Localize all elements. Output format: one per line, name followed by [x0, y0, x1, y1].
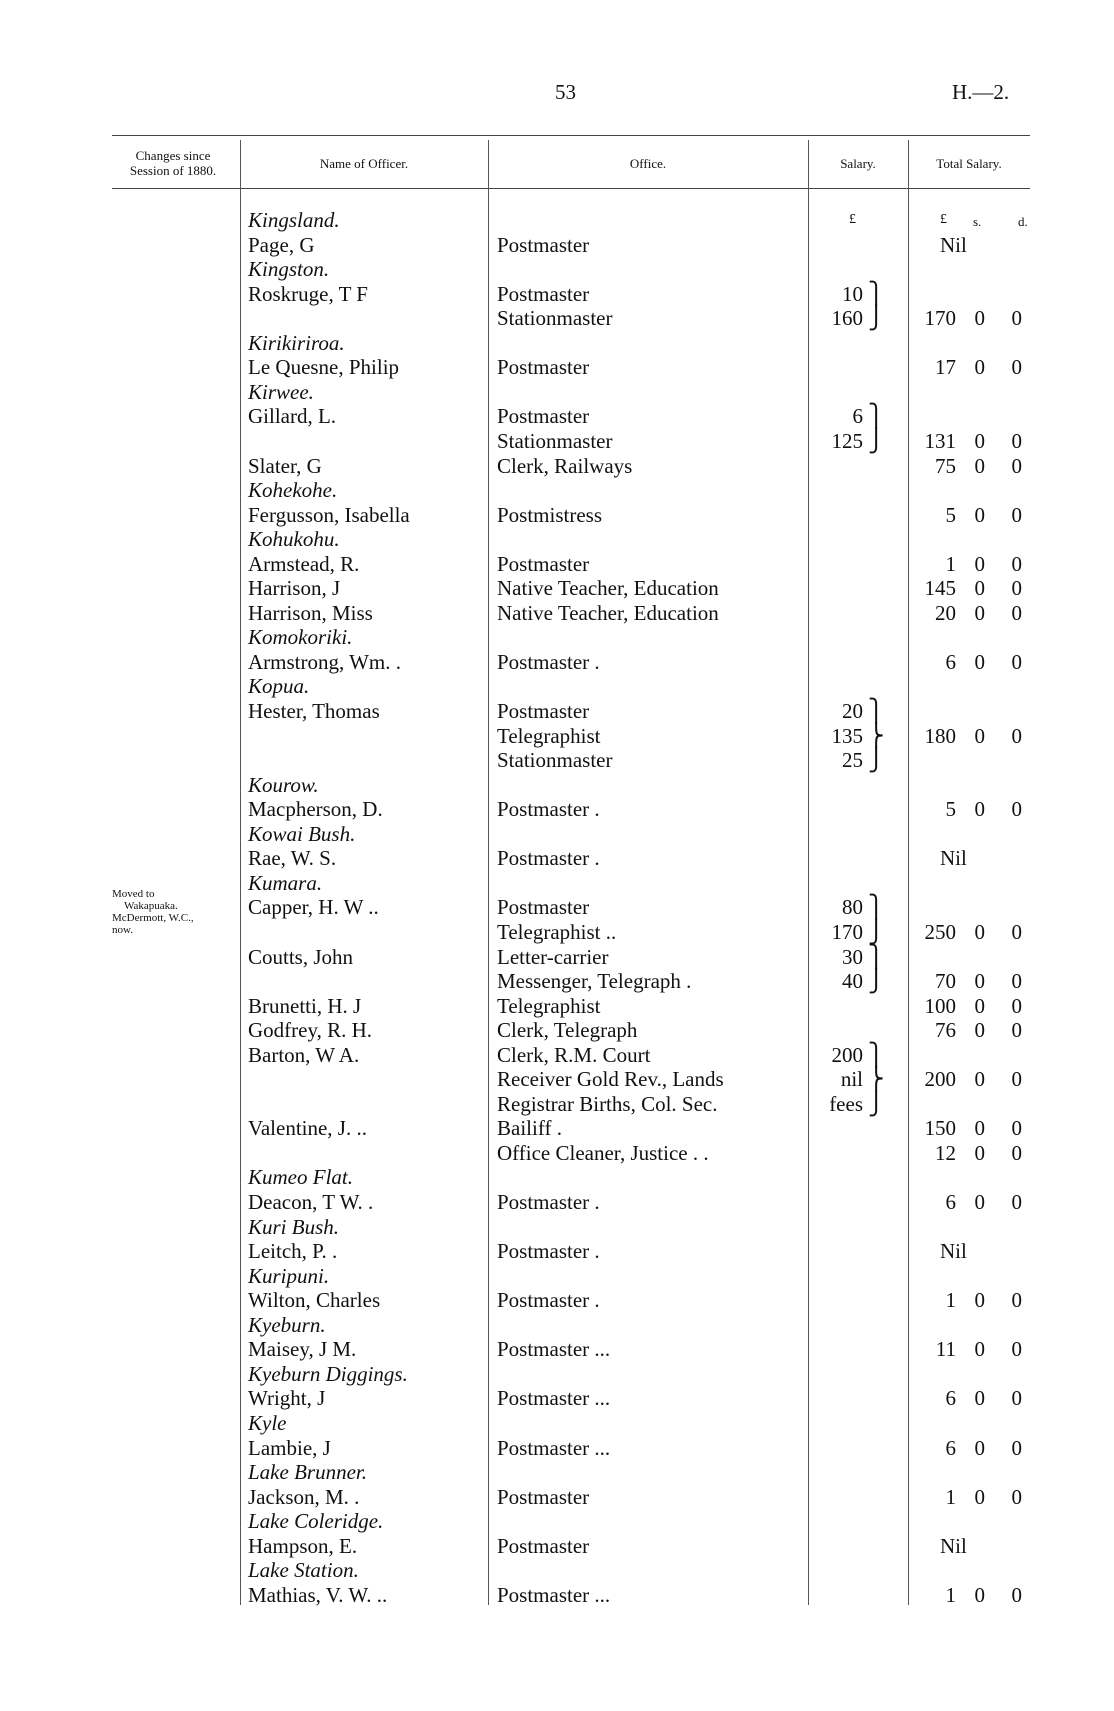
officer-row [0, 429, 1114, 453]
officer-name: Deacon, T W. . [248, 1190, 374, 1214]
place-name: Kopua. [248, 674, 310, 699]
office-title: Postmistress [497, 502, 603, 527]
total-nil: Nil [940, 846, 967, 871]
total-pounds: 76 [935, 1018, 956, 1043]
salary-amount: 10 [842, 281, 863, 306]
place-row [0, 1362, 1114, 1386]
place-row [0, 625, 1114, 649]
place-row [0, 208, 1114, 232]
office-title: Receiver Gold Rev., Lands [497, 1067, 724, 1092]
place-row [0, 674, 1114, 698]
total-nil: Nil [940, 1239, 967, 1264]
total-pounds: 131 [924, 428, 956, 453]
office-title: Postmaster . [497, 846, 600, 871]
officer-row [0, 404, 1114, 428]
officer-name: Brunetti, H. J [248, 993, 362, 1018]
place-row [0, 1264, 1114, 1288]
total-pounds: 200 [924, 1067, 956, 1092]
office-title: Postmaster . [497, 1288, 600, 1313]
place-name: Kyeburn Diggings. [248, 1361, 408, 1386]
brace-mark: ⎫ [868, 403, 885, 429]
place-row [0, 527, 1114, 551]
officer-row [0, 846, 1114, 870]
office-title: Postmaster . [497, 649, 600, 674]
total-pounds: 70 [935, 969, 956, 994]
officer-row [0, 1116, 1114, 1140]
office-title: Telegraphist [497, 993, 601, 1018]
place-row [0, 822, 1114, 846]
place-name: Kuri Bush. [248, 1214, 340, 1239]
officer-name: Barton, W A. [248, 1042, 360, 1067]
officer-row [0, 1092, 1114, 1116]
officer-row [0, 1288, 1114, 1312]
total-pounds: 5 [945, 797, 956, 822]
total-pence: 0 [1011, 1018, 1022, 1043]
officer-name: Jackson, M. . [248, 1484, 360, 1509]
total-pence: 0 [1011, 1484, 1022, 1509]
total-shillings: 0 [974, 1386, 985, 1411]
total-pounds: 1 [945, 1288, 956, 1313]
office-title: Clerk, Telegraph [497, 1018, 638, 1043]
office-title: Postmaster [497, 1533, 590, 1558]
officer-row [0, 601, 1114, 625]
total-shillings: 0 [974, 502, 985, 527]
office-title: Postmaster [497, 551, 590, 576]
brace-mark: ⎭ [868, 427, 885, 453]
office-title: Native Teacher, Education [497, 576, 719, 601]
place-row [0, 1558, 1114, 1582]
office-title: Postmaster [497, 404, 590, 429]
total-pounds: 1 [945, 551, 956, 576]
total-shillings: 0 [974, 1582, 985, 1607]
unit-pence: d. [1018, 214, 1028, 229]
brace-mark: ⎭ [868, 747, 885, 773]
office-title: Letter-carrier [497, 944, 609, 969]
officer-row [0, 994, 1114, 1018]
office-title: Postmaster [497, 232, 590, 257]
office-title: Messenger, Telegraph . [497, 969, 692, 994]
salary-amount: 20 [842, 699, 863, 723]
total-pence: 0 [1011, 502, 1022, 527]
salary-amount: nil [840, 1067, 863, 1092]
officer-row [0, 1386, 1114, 1410]
place-row [0, 1460, 1114, 1484]
office-title: Postmaster . [497, 1190, 600, 1214]
office-title: Bailiff . [497, 1116, 562, 1141]
place-row [0, 1313, 1114, 1337]
officer-name: Hampson, E. [248, 1533, 358, 1558]
officer-row [0, 1141, 1114, 1165]
total-pence: 0 [1011, 723, 1022, 748]
officer-row [0, 650, 1114, 674]
officer-row [0, 233, 1114, 257]
total-nil: Nil [940, 1533, 967, 1558]
page-number: 53 [555, 80, 576, 104]
total-pounds: 1 [945, 1484, 956, 1509]
change-note-line4: now. [112, 924, 133, 936]
page-reference: H.—2. [952, 80, 1010, 104]
salary-amount: 6 [852, 404, 863, 429]
total-pence: 0 [1011, 649, 1022, 674]
office-title: Stationmaster [497, 306, 613, 331]
total-shillings: 0 [974, 1288, 985, 1313]
header-bottom-rule [112, 188, 1030, 189]
total-pounds: 180 [924, 723, 956, 748]
total-shillings: 0 [974, 1435, 985, 1460]
office-title: Clerk, R.M. Court [497, 1042, 651, 1067]
office-title: Native Teacher, Education [497, 600, 719, 625]
change-note-line2: Wakapuaka. [124, 900, 178, 912]
place-name: Kowai Bush. [248, 821, 356, 846]
office-title: Postmaster ... [497, 1386, 611, 1411]
office-title: Registrar Births, Col. Sec. [497, 1091, 718, 1116]
place-row [0, 331, 1114, 355]
office-title: Postmaster [497, 699, 590, 723]
brace-mark: ⎭ [868, 918, 885, 944]
salary-amount: 160 [831, 306, 863, 331]
total-pounds: 75 [935, 453, 956, 478]
officer-name: Macpherson, D. [248, 797, 383, 822]
place-name: Lake Coleridge. [248, 1509, 384, 1534]
total-pounds: 12 [935, 1140, 956, 1165]
place-name: Komokoriki. [248, 625, 353, 650]
officer-name: Le Quesne, Philip [248, 355, 400, 380]
office-title: Telegraphist [497, 723, 601, 748]
total-pence: 0 [1011, 355, 1022, 380]
total-pence: 0 [1011, 551, 1022, 576]
officer-row [0, 945, 1114, 969]
officer-name: Armstead, R. [248, 551, 360, 576]
place-name: Kourow. [248, 772, 319, 797]
officer-row [0, 1534, 1114, 1558]
total-shillings: 0 [974, 453, 985, 478]
officer-row [0, 1337, 1114, 1361]
total-shillings: 0 [974, 551, 985, 576]
header-changes-line1: Changes since [135, 148, 211, 163]
office-title: Postmaster [497, 355, 590, 380]
officer-name: Capper, H. W .. [248, 895, 379, 920]
total-pounds: 11 [935, 1337, 956, 1362]
office-title: Postmaster [497, 895, 590, 920]
officer-row [0, 797, 1114, 821]
total-nil: Nil [940, 232, 967, 257]
officer-row [0, 1190, 1114, 1214]
total-shillings: 0 [974, 1140, 985, 1165]
total-pence: 0 [1011, 993, 1022, 1018]
total-pounds: 20 [935, 600, 956, 625]
officer-name: Gillard, L. [248, 404, 337, 429]
total-pence: 0 [1011, 1067, 1022, 1092]
office-title: Postmaster ... [497, 1435, 611, 1460]
total-shillings: 0 [974, 649, 985, 674]
office-title: Postmaster . [497, 1239, 600, 1264]
total-pence: 0 [1011, 1435, 1022, 1460]
total-pounds: 6 [945, 1435, 956, 1460]
total-pence: 0 [1011, 428, 1022, 453]
officer-name: Roskruge, T F [248, 281, 368, 306]
officer-name: Slater, G [248, 453, 322, 478]
officer-name: Wright, J [248, 1386, 326, 1411]
place-name: Kyle [248, 1410, 287, 1435]
salary-amount: 40 [842, 969, 863, 994]
header-changes [112, 148, 234, 178]
change-note-line1: Moved to [112, 888, 155, 900]
total-pounds: 6 [945, 1190, 956, 1214]
total-shillings: 0 [974, 993, 985, 1018]
officer-name: Wilton, Charles [248, 1288, 381, 1313]
officer-name: Coutts, John [248, 944, 354, 969]
total-shillings: 0 [974, 600, 985, 625]
brace-mark: ⎫ [868, 894, 885, 920]
header-office: Office. [629, 156, 667, 171]
total-shillings: 0 [974, 576, 985, 601]
officer-row [0, 895, 1114, 919]
officer-row [0, 1485, 1114, 1509]
brace-mark: ⎫ [868, 1041, 885, 1067]
officer-row [0, 1043, 1114, 1067]
officer-row [0, 1018, 1114, 1042]
place-row [0, 1509, 1114, 1533]
place-name: Kingsland. [248, 208, 340, 232]
place-name: Kohekohe. [248, 478, 338, 503]
total-pence: 0 [1011, 1190, 1022, 1214]
officer-name: Maisey, J M. [248, 1337, 357, 1362]
total-pounds: 100 [924, 993, 956, 1018]
header-top-rule [112, 135, 1030, 136]
total-pounds: 5 [945, 502, 956, 527]
total-shillings: 0 [974, 306, 985, 331]
header-total: Total Salary. [936, 156, 1002, 171]
officer-name: Fergusson, Isabella [248, 502, 410, 527]
salary-amount: 80 [842, 895, 863, 920]
total-shillings: 0 [974, 1337, 985, 1362]
office-title: Stationmaster [497, 748, 613, 773]
header-salary: Salary. [840, 156, 876, 171]
place-row [0, 380, 1114, 404]
salary-amount: 30 [842, 944, 863, 969]
unit-shilling: s. [973, 214, 982, 229]
total-pence: 0 [1011, 1116, 1022, 1141]
place-row [0, 871, 1114, 895]
total-shillings: 0 [974, 1484, 985, 1509]
place-name: Kuripuni. [248, 1263, 330, 1288]
total-pence: 0 [1011, 1337, 1022, 1362]
officer-name: Page, G [248, 232, 315, 257]
total-pounds: 170 [924, 306, 956, 331]
brace-mark: ⎬ [868, 722, 885, 748]
officer-name: Hester, Thomas [248, 699, 380, 723]
salary-amount: 25 [842, 748, 863, 773]
total-pence: 0 [1011, 797, 1022, 822]
brace-mark: ⎫ [868, 943, 885, 969]
place-name: Kumara. [248, 870, 323, 895]
officer-row [0, 1067, 1114, 1091]
place-row [0, 773, 1114, 797]
place-name: Kirikiriroa. [248, 330, 345, 355]
officer-row [0, 552, 1114, 576]
place-row [0, 1411, 1114, 1435]
total-shillings: 0 [974, 1018, 985, 1043]
place-row [0, 478, 1114, 502]
header-changes-line2: Session of 1880. [129, 163, 217, 178]
unit-pound-salary: £ [849, 212, 856, 227]
salary-amount: 170 [831, 919, 863, 944]
place-name: Kirwee. [248, 379, 314, 404]
officer-row [0, 920, 1114, 944]
officer-row [0, 969, 1114, 993]
officer-row [0, 699, 1114, 723]
change-note-line3: McDermott, W.C., [112, 912, 194, 924]
total-pence: 0 [1011, 306, 1022, 331]
total-pence: 0 [1011, 453, 1022, 478]
place-name: Lake Station. [248, 1558, 359, 1583]
officer-row [0, 1436, 1114, 1460]
salary-amount: fees [829, 1091, 863, 1116]
officer-row [0, 306, 1114, 330]
officer-row [0, 576, 1114, 600]
total-pounds: 6 [945, 1386, 956, 1411]
salary-amount: 125 [831, 428, 863, 453]
place-row [0, 257, 1114, 281]
total-shillings: 0 [974, 1067, 985, 1092]
brace-mark: ⎭ [868, 305, 885, 331]
place-row [0, 1165, 1114, 1189]
total-shillings: 0 [974, 919, 985, 944]
salary-amount: 135 [831, 723, 863, 748]
total-pounds: 250 [924, 919, 956, 944]
total-pence: 0 [1011, 1140, 1022, 1165]
total-pence: 0 [1011, 576, 1022, 601]
officer-name: Lambie, J [248, 1435, 331, 1460]
salary-amount: 200 [831, 1042, 863, 1067]
officer-row [0, 282, 1114, 306]
total-shillings: 0 [974, 969, 985, 994]
officer-row [0, 1239, 1114, 1263]
total-pence: 0 [1011, 600, 1022, 625]
office-title: Stationmaster [497, 428, 613, 453]
office-title: Clerk, Railways [497, 453, 633, 478]
total-shillings: 0 [974, 723, 985, 748]
place-name: Lake Brunner. [248, 1460, 367, 1485]
total-shillings: 0 [974, 797, 985, 822]
officer-row [0, 724, 1114, 748]
place-name: Kyeburn. [248, 1312, 326, 1337]
brace-mark: ⎭ [868, 968, 885, 994]
total-shillings: 0 [974, 355, 985, 380]
place-name: Kingston. [248, 257, 330, 282]
officer-row [0, 748, 1114, 772]
unit-pound-total: £ [940, 212, 947, 227]
officer-row [0, 1583, 1114, 1607]
office-title: Office Cleaner, Justice . . [497, 1140, 709, 1165]
total-pence: 0 [1011, 1288, 1022, 1313]
header-name: Name of Officer. [319, 156, 409, 171]
place-name: Kohukohu. [248, 527, 340, 552]
office-title: Postmaster ... [497, 1337, 611, 1362]
total-pence: 0 [1011, 1582, 1022, 1607]
place-name: Kumeo Flat. [248, 1165, 353, 1190]
office-title: Telegraphist .. [497, 919, 617, 944]
total-pounds: 17 [935, 355, 956, 380]
total-pounds: 6 [945, 649, 956, 674]
total-pounds: 145 [924, 576, 956, 601]
total-pence: 0 [1011, 919, 1022, 944]
brace-mark: ⎫ [868, 698, 885, 723]
office-title: Postmaster [497, 1484, 590, 1509]
officer-row [0, 355, 1114, 379]
officer-name: Harrison, Miss [248, 600, 373, 625]
office-title: Postmaster [497, 281, 590, 306]
brace-mark: ⎭ [868, 1090, 885, 1116]
total-pence: 0 [1011, 1386, 1022, 1411]
total-pence: 0 [1011, 969, 1022, 994]
officer-row [0, 503, 1114, 527]
brace-mark: ⎫ [868, 280, 885, 306]
officer-name: Mathias, V. W. .. [248, 1582, 388, 1607]
officer-name: Rae, W. S. [248, 846, 337, 871]
total-pounds: 1 [945, 1582, 956, 1607]
place-row [0, 1215, 1114, 1239]
total-shillings: 0 [974, 428, 985, 453]
officer-name: Armstrong, Wm. . [248, 649, 402, 674]
officer-name: Valentine, J. .. [248, 1116, 367, 1141]
total-pounds: 150 [924, 1116, 956, 1141]
office-title: Postmaster . [497, 797, 600, 822]
officer-name: Godfrey, R. H. [248, 1018, 373, 1043]
officer-row [0, 454, 1114, 478]
total-shillings: 0 [974, 1190, 985, 1214]
officer-name: Harrison, J [248, 576, 341, 601]
office-title: Postmaster ... [497, 1582, 611, 1607]
total-shillings: 0 [974, 1116, 985, 1141]
brace-mark: ⎬ [868, 1066, 885, 1092]
officer-name: Leitch, P. . [248, 1239, 338, 1264]
